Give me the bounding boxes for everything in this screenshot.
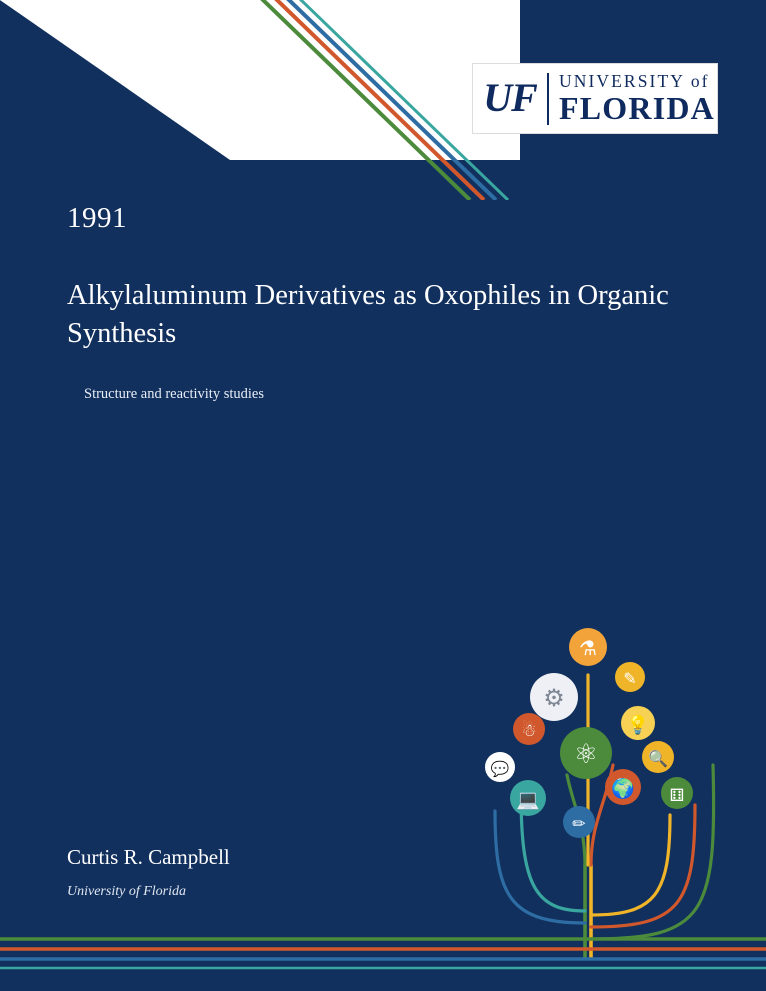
svg-text:💡: 💡 xyxy=(626,715,650,736)
university-logo xyxy=(472,63,718,134)
svg-text:✎: ✎ xyxy=(623,669,637,688)
svg-text:🔍: 🔍 xyxy=(648,749,668,768)
publication-year: 1991 xyxy=(67,202,127,234)
book-title: Alkylaluminum Derivatives as Oxophiles in Organic Synthesis xyxy=(67,280,669,349)
svg-text:☃: ☃ xyxy=(521,721,537,741)
svg-text:⚅: ⚅ xyxy=(669,786,685,806)
author-affiliation: University of Florida xyxy=(67,884,186,899)
logo-line-university: UNIVERSITY of xyxy=(559,70,710,91)
svg-text:✏: ✏ xyxy=(572,814,586,833)
svg-text:💻: 💻 xyxy=(516,789,540,811)
uf-monogram: UF xyxy=(483,74,537,120)
logo-wordmark xyxy=(549,70,717,127)
svg-text:🌍: 🌍 xyxy=(611,778,635,800)
logo-line-florida: FLORIDA xyxy=(559,90,715,127)
knowledge-tree-graphic xyxy=(455,615,745,960)
svg-text:⚗: ⚗ xyxy=(579,636,597,660)
book-subtitle: Structure and reactivity studies xyxy=(84,386,264,402)
bottom-ribbons xyxy=(0,921,766,991)
svg-text:⚙: ⚙ xyxy=(543,684,565,712)
svg-text:💬: 💬 xyxy=(490,760,510,778)
author-name: Curtis R. Campbell xyxy=(67,845,230,869)
svg-text:⚛: ⚛ xyxy=(573,739,599,770)
